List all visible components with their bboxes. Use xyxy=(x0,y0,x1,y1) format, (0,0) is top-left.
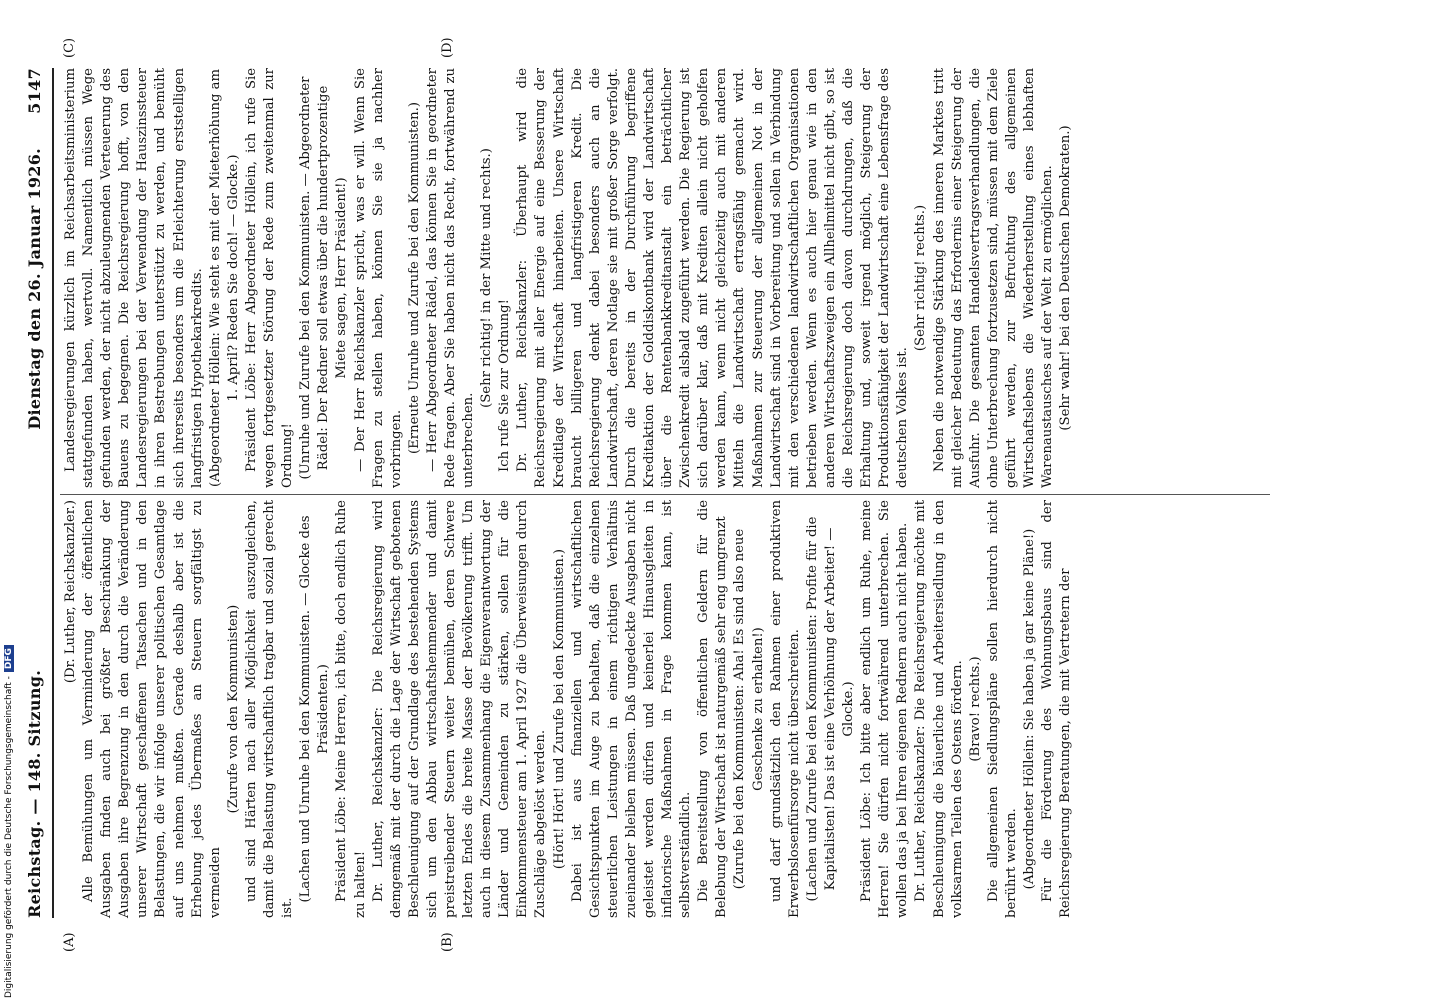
paragraph: Dabei ist aus finanziellen und wirtschaftlichen Gesichtspunkten im Auge zu behalten, daß die einzelnen steuerlichen Leistungen in einem richtigen Verhältnis zueinander bleiben müssen. Daß ungedeckte Ausgaben nicht geleistet werden dürfen und keinerlei Hinausgleiten in inflatorische Maßnahmen in Frage kommen kann, ist selbstverständlich. xyxy=(569,500,694,918)
paragraph: Präsident Löbe: Meine Herren, ich bitte, doch endlich Ruhe zu halten! xyxy=(334,500,368,918)
header-left: Reichstag. — 148. Sitzung. xyxy=(25,669,44,918)
interjection: (Zurufe bei den Kommunisten: Aha! Es sind also neue Geschenke zu erhalten!) xyxy=(732,528,766,890)
right-text-column xyxy=(62,68,1272,488)
paragraph: Dr. Luther, Reichskanzler: Die Reichsregierung möchte mit Beschleunigung die bäuerliche und Arbeitersiedlung in den volksarmen Teilen des Ostens fördern. xyxy=(913,500,965,918)
interjection: (Abgeordneter Höllein: Sie haben ja gar keine Pläne!) xyxy=(1021,528,1037,890)
margin-mark-d: (D) xyxy=(440,37,455,58)
footer-text: Digitalisierung gefördert durch die Deutsche Forschungsgemeinschaft - xyxy=(4,676,14,998)
interjection: (Sehr richtig! in der Mitte und rechts.) xyxy=(479,148,495,408)
paragraph: Dr. Luther, Reichskanzler: Die Reichsregierung wird demgemäß mit der durch die Lage der Wirtschaft gebotenen Beschleunigung auf der Grundlage des bestehenden Systems sich um den Abbau wirtschaftshemmender und damit preistreibender Steuern weiter bemühen, deren Schwere letzten Endes die breite Masse der Bevölkerung trifft. Um auch in diesem Zusammenhang die Eigenverantwortung der Länder und Gemeinden zu stärken, sollen für die Einkommensteuer am 1. April 1927 die Überweisungen durch Zuschläge abgelöst werden. xyxy=(370,500,549,918)
paragraph: Präsident Löbe: Herr Abgeordneter Höllein, ich rufe Sie wegen fortgesetzter Störung der Rede zum zweitenmal zur Ordnung! xyxy=(243,68,296,488)
paragraph: — Der Herr Reichskanzler spricht, was er will. Wenn Sie Fragen zu stellen haben, können Sie sie ja nachher vorbringen. xyxy=(352,68,404,488)
paragraph: — Herr Abgeordneter Rädel, das können Sie in geordneter Rede fragen. Aber Sie haben nicht das Recht, fortwährend zu unterbrechen. xyxy=(424,68,477,488)
header-right: Dienstag den 26. Januar 1926. xyxy=(25,148,44,430)
interjection: (Erneute Unruhe und Zurufe bei den Kommunisten.) xyxy=(406,102,422,454)
header-rule xyxy=(52,68,54,918)
paragraph: Dr. Luther, Reichskanzler: Überhaupt wird die Reichsregierung mit aller Energie auf eine Besserung der Kreditlage der Wirtschaft hinarbeiten. Unsere Wirtschaft braucht billigeren und langfristigeren Kredit. Die Reichsregierung denkt dabei besonders auch an die Landwirtschaft, deren Notlage sie mit großer Sorge verfolgt. Durch die bereits in der Durchführung begriffene Kreditaktion der Golddiskontbank wird der Landwirtschaft über die Rentenbankkreditanstalt ein beträchtlicher Zwischenkredit alsbald zugeführt werden. Die Regierung ist sich darüber klar, daß mit Krediten allein nicht geholfen werden kann, wenn nicht gleichzeitig auch mit anderen Mitteln die Landwirtschaft ertragsfähig gemacht wird. Maßnahmen zur Steuerung der allgemeinen Not in der Landwirtschaft sind in Vorbereitung und sollen in Verbindung mit den verschiedenen landwirtschaftlichen Organisationen betrieben werden. Wenn es auch hier genau wie in den anderen Wirtschaftszweigen ein Allheilmittel nicht gibt, so ist die Reichsregierung doch davon durchdrungen, daß die Erhaltung und, soweit irgend möglich, Steigerung der Produktionsfähigkeit der Landwirtschaft eine Lebensfrage des deutschen Volkes ist. xyxy=(515,68,911,488)
interjection: (Sehr richtig! rechts.) xyxy=(913,204,929,352)
interjection: (Unruhe und Zurufe bei den Kommunisten. — Abgeordneter Rädel: Der Redner soll etwas über die hundertprozentige Miete sagen, Herr Präsident!) xyxy=(298,76,350,480)
page-header xyxy=(24,68,46,918)
interjection: (Hört! Hört! und Zurufe bei den Kommunisten.) xyxy=(551,548,567,870)
interjection: (Bravo! rechts.) xyxy=(967,656,983,762)
page-number: 5147 xyxy=(25,68,44,114)
interjection: (Abgeordneter Höllein: Wie steht es mit der Mieterhöhung am 1. April? Reden Sie doch! — Glocke.) xyxy=(207,69,241,487)
paragraph: Die Bereitstellung von öffentlichen Geldern für die Belebung der Wirtschaft ist naturgemäß sehr eng umgrenzt xyxy=(696,500,730,918)
paragraph: Alle Bemühungen um Verminderung der öffentlichen Ausgaben finden auch bei größter Beschränkung der Ausgaben ihre Begrenzung in den durch die Veränderung unserer Wirtschaft geschaffenen Tatsachen und in den Belastungen, die wir infolge unserer politischen Gesamtlage auf uns nehmen mußten. Gerade deshalb aber ist die Erhebung jedes Übermaßes an Steuern sorgfältigst zu vermeiden xyxy=(81,500,223,918)
left-text-column xyxy=(62,500,1272,918)
interjection: (Sehr wahr! bei den Deutschen Demokraten.) xyxy=(1058,125,1074,431)
margin-mark-c: (C) xyxy=(62,37,77,58)
interjection: (Lachen und Zurufe bei den Kommunisten: Profite für die Kapitalisten! Das ist eine Verhöhnung der Arbeiter! — Glocke.) xyxy=(804,516,857,902)
column-separator xyxy=(60,494,1270,495)
interjection: (Zurufe von den Kommunisten) xyxy=(225,604,241,814)
paragraph: Die allgemeinen Siedlungspläne sollen hierdurch nicht berührt werden. xyxy=(985,500,1019,918)
paragraph: und sind Härten nach aller Möglichkeit auszugleichen, damit die Belastung wirtschaftlich tragbar und sozial gerecht ist. xyxy=(243,500,296,918)
paragraph: (Dr. Luther, Reichskanzler.) xyxy=(63,500,78,684)
paragraph: Landesregierungen kürzlich im Reichsarbeitsministerium stattgefunden haben, wertvoll. Namentlich müssen Wege gefunden werden, der nicht abzuleugnenden Verteuerung des Bauens zu begegnen. Die Reichsregierung hofft, von den Landesregierungen bei der Verwendung der Hauszinssteuer in ihren Bestrebungen unterstützt zu werden, und bemüht sich ihrerseits besonders um die Erleichterung erststelligen langfristigen Hypothekarkredits. xyxy=(63,68,205,488)
margin-mark-b: (B) xyxy=(440,932,455,952)
footer-credit xyxy=(4,0,18,1000)
paragraph: Ich rufe Sie zur Ordnung! xyxy=(497,299,513,472)
paragraph: und darf grundsätzlich den Rahmen einer produktiven Erwerbslosenfürsorge nicht überschreiten. xyxy=(768,500,802,918)
paragraph: Neben die notwendige Stärkung des inneren Marktes tritt mit gleicher Bedeutung das Erfordernis einer Steigerung der Ausfuhr. Die gesamten Handelsvertragsverhandlungen, die ohne Unterbrechung fortzusetzen sind, müssen mit dem Ziele geführt werden, zur Befruchtung des allgemeinen Wirtschaftslebens die Wiederherstellung eines lebhaften Warenaustausches auf der Welt zu ermöglichen. xyxy=(931,68,1056,488)
paragraph: Präsident Löbe: Ich bitte aber endlich um Ruhe, meine Herren! Sie dürfen nicht fortwährend unterbrechen. Sie wollen das ja bei Ihren eigenen Rednern auch nicht haben. xyxy=(859,500,911,918)
interjection: (Lachen und Unruhe bei den Kommunisten. — Glocke des Präsidenten.) xyxy=(298,515,332,903)
dfg-logo: DFG xyxy=(4,645,14,672)
margin-mark-a: (A) xyxy=(62,932,77,952)
paragraph: Für die Förderung des Wohnungsbaus sind der Reichsregierung Beratungen, die mit Vertretern der xyxy=(1040,500,1074,918)
